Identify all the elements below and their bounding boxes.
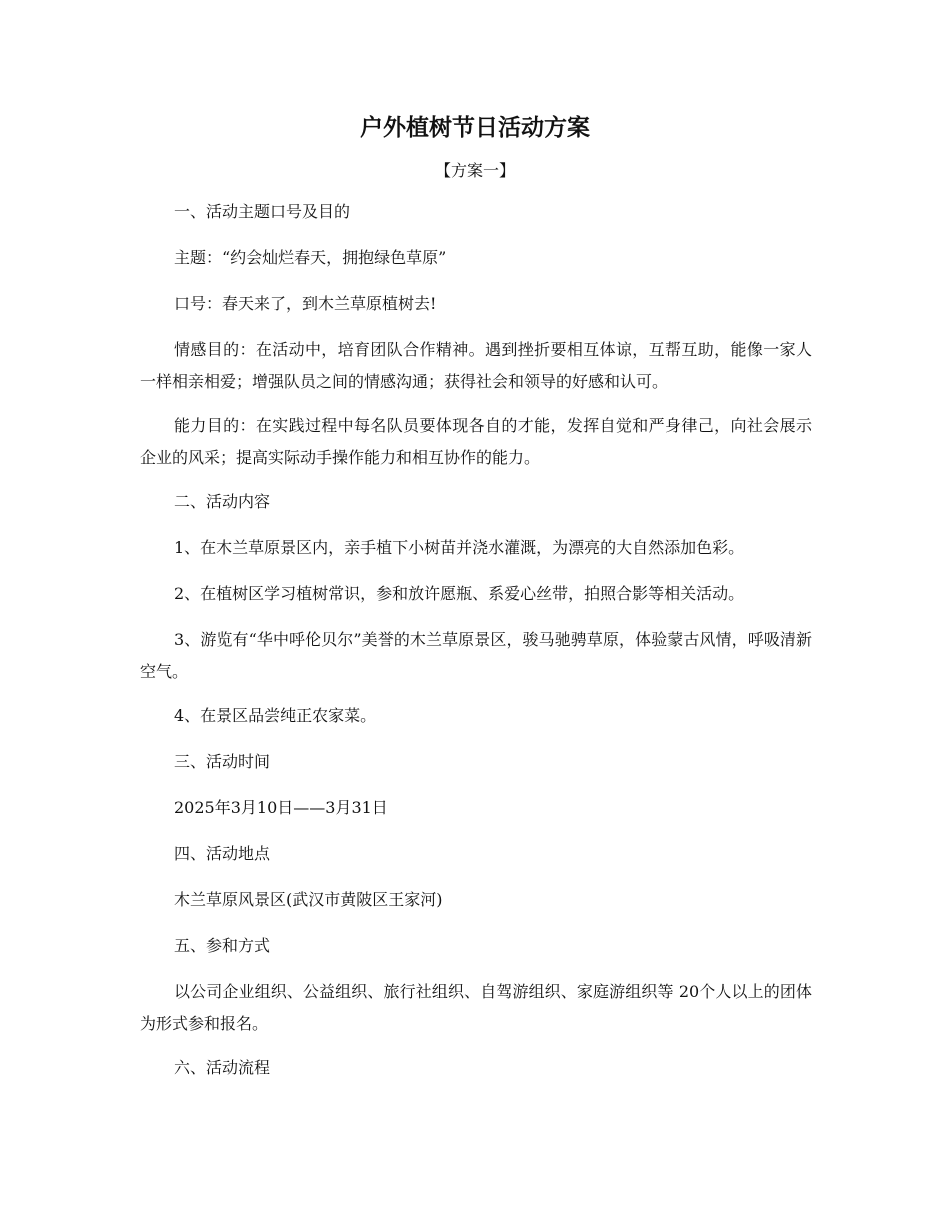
section-heading-3: 三、活动时间 <box>174 752 271 771</box>
theme-paragraph: 主题：“约会灿烂春天，拥抱绿色草原” <box>174 248 447 267</box>
activity-location: 木兰草原风景区(武汉市黄陂区王家河) <box>174 890 443 909</box>
document-subtitle: 【方案一】 <box>434 161 515 180</box>
section-heading-2: 二、活动内容 <box>174 492 271 511</box>
activity-time: 2025年3月10日——3月31日 <box>174 798 388 817</box>
section-heading-1: 一、活动主题口号及目的 <box>174 202 351 221</box>
content-item-2: 2、在植树区学习植树常识，参和放许愿瓶、系爱心丝带，拍照合影等相关活动。 <box>174 584 745 603</box>
document-title: 户外植树节日活动方案 <box>360 115 590 141</box>
section-heading-5: 五、参和方式 <box>174 936 271 955</box>
slogan-paragraph: 口号：春天来了，到木兰草原植树去! <box>174 294 437 313</box>
content-item-1: 1、在木兰草原景区内，亲手植下小树苗并浇水灌溉，为漂亮的大自然添加色彩。 <box>174 538 745 557</box>
emotional-goal-paragraph: 情感目的：在活动中，培育团队合作精神。遇到挫折要相互体谅，互帮互助，能像一家人一样相亲相爱；增强队员之间的情感沟通；获得社会和领导的好感和认可。 <box>140 340 812 391</box>
section-heading-4: 四、活动地点 <box>174 844 271 863</box>
content-item-3: 3、游览有“华中呼伦贝尔”美誉的木兰草原景区，骏马驰骋草原，体验蒙古风情，呼吸清新空气。 <box>140 630 812 681</box>
section-heading-6: 六、活动流程 <box>174 1058 271 1077</box>
content-item-4: 4、在景区品尝纯正农家菜。 <box>174 706 377 725</box>
participation-paragraph: 以公司企业组织、公益组织、旅行社组织、自驾游组织、家庭游组织等 20个人以上的团体为形式参和报名。 <box>140 982 812 1033</box>
ability-goal-paragraph: 能力目的：在实践过程中每名队员要体现各自的才能，发挥自觉和严身律己，向社会展示企业的风采；提高实际动手操作能力和相互协作的能力。 <box>140 416 812 467</box>
